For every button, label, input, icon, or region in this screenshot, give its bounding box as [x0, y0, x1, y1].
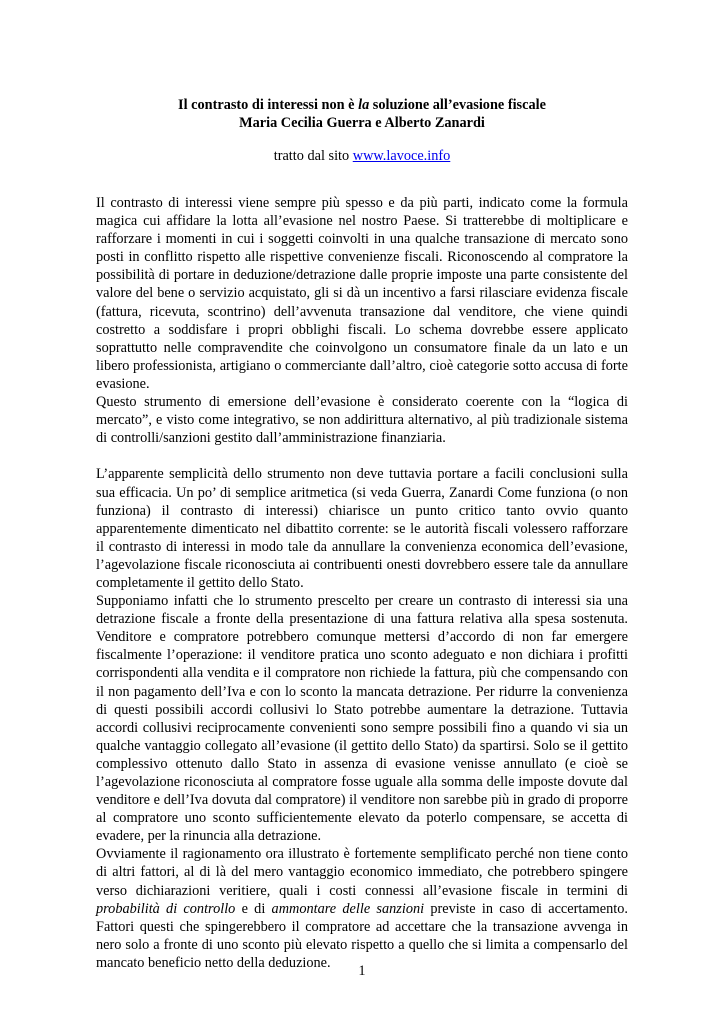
article-body	[96, 194, 628, 972]
title-part-2: soluzione all’evasione fiscale	[369, 97, 546, 113]
paragraph-5-text-b: e di	[235, 900, 272, 917]
paragraph-1: Il contrasto di interessi viene sempre più spesso e da più parti, indicato come la formula magica cui affidare la lotta all’evasione nel nostro Paese. Si tratterebbe di moltiplicare e rafforzare i momenti in cui i soggetti coinvolti in una qualche transazione di mercato sono posti in conflitto rispetto alle rispettive convenienze fiscali. Riconoscendo al compratore la possibilità di portare in deduzione/detrazione dalle proprie imposte una parte consistente del valore del bene o servizio acquistato, gli si dà un incentivo a farsi rilasciare evidenza fiscale (fattura, ricevuta, scontrino) dell’avvenuta transazione dal venditore, che viene quindi costretto a soddisfare i propri obblighi fiscali. Lo schema dovrebbe essere applicato soprattutto nelle compravendite che coinvolgono un consumatore finale da un lato e un libero professionista, artigiano o commerciante dall’altro, cioè categorie sotto accusa di forte evasione.	[96, 195, 628, 392]
paragraph-4: Supponiamo infatti che lo strumento prescelto per creare un contrasto di interessi sia una detrazione fiscale a fronte della presentazione di una fattura relativa alla spesa sostenuta. Venditore e compratore potrebbero comunque mettersi d’accordo di non far emergere fiscalmente l’operazione: il venditore pratica uno sconto adeguato e non dichiara i profitti corrispondenti alla vendita e il compratore non richiede la fattura, più che compensando con il non pagamento dell’Iva e con lo sconto la mancata detrazione. Per ridurre la convenienza di questi possibili accordi collusivi lo Stato potrebbe aumentare la detrazione. Tuttavia accordi collusivi reciprocamente convenienti sono sempre possibili fino a quando vi sia un qualche vantaggio collegato all’evasione (il gettito dello Stato) da spartirsi. Solo se il gettito complessivo ottenuto dallo Stato in assenza di evasione venisse annullato (e cioè se l’agevolazione riconosciuta al compratore fosse uguale alla somma delle imposte dovute dal venditore e dell’Iva dovuta dal compratore) il venditore non sarebbe più in grado di proporre al compratore uno sconto sufficientemente elevato da poterlo compensare, se accetta di evadere, per la rinuncia alla detrazione.	[96, 593, 628, 845]
page-number: 1	[358, 963, 366, 979]
title-part-1: Il contrasto di interessi non è	[178, 97, 359, 113]
article-title	[96, 96, 628, 132]
paragraph-5-text-a: Ovviamente il ragionamento ora illustrato è fortemente semplificato perché non tiene conto di altri fattori, al di là del mero vantaggio economico immediato, che potrebbero spingere verso dichiarazioni veritiere, quali i costi connessi all’evasione fiscale in termini di	[96, 846, 628, 899]
source-line	[96, 147, 628, 165]
source-link[interactable]: www.lavoce.info	[352, 148, 451, 164]
paragraph-5	[96, 845, 628, 972]
paragraph-2: Questo strumento di emersione dell’evasione è considerato coerente con la “logica di mercato”, e visto come integrativo, se non addirittura alternativo, al più tradizionale sistema di controlli/sanzioni gestito dall’amministrazione finanziaria.	[96, 394, 628, 447]
paragraph-5-text-c: previste in caso di accertamento. Fattori questi che spingerebbero il compratore ad accettare che la transazione avvenga in nero solo a fronte di uno sconto più elevato rispetto a quello che si limita a compensarlo del mancato beneficio netto della deduzione.	[96, 900, 628, 971]
paragraph-5-emphasis-1: probabilità di controllo	[96, 900, 236, 917]
paragraph-3: L’apparente semplicità dello strumento non deve tuttavia portare a facili conclusioni sulla sua efficacia. Un po’ di semplice aritmetica (si veda Guerra, Zanardi Come funziona (o non funziona) il contrasto di interessi) chiarisce un punto critico tanto ovvio quanto apparentemente dimenticato nel dibattito corrente: se le autorità fiscali volessero rafforzare il contrasto di interessi in modo tale da annullare la convenienza economica dell’evasione, l’agevolazione fiscale riconosciuta ai contribuenti onesti dovrebbero essere tale da annullare completamente il gettito dello Stato.	[96, 466, 628, 591]
title-emphasis: la	[358, 97, 370, 113]
paragraph-5-emphasis-2: ammontare delle sanzioni	[271, 900, 425, 917]
authors: Maria Cecilia Guerra e Alberto Zanardi	[239, 115, 485, 131]
source-prefix: tratto dal sito	[273, 148, 353, 164]
title-line	[96, 96, 628, 114]
